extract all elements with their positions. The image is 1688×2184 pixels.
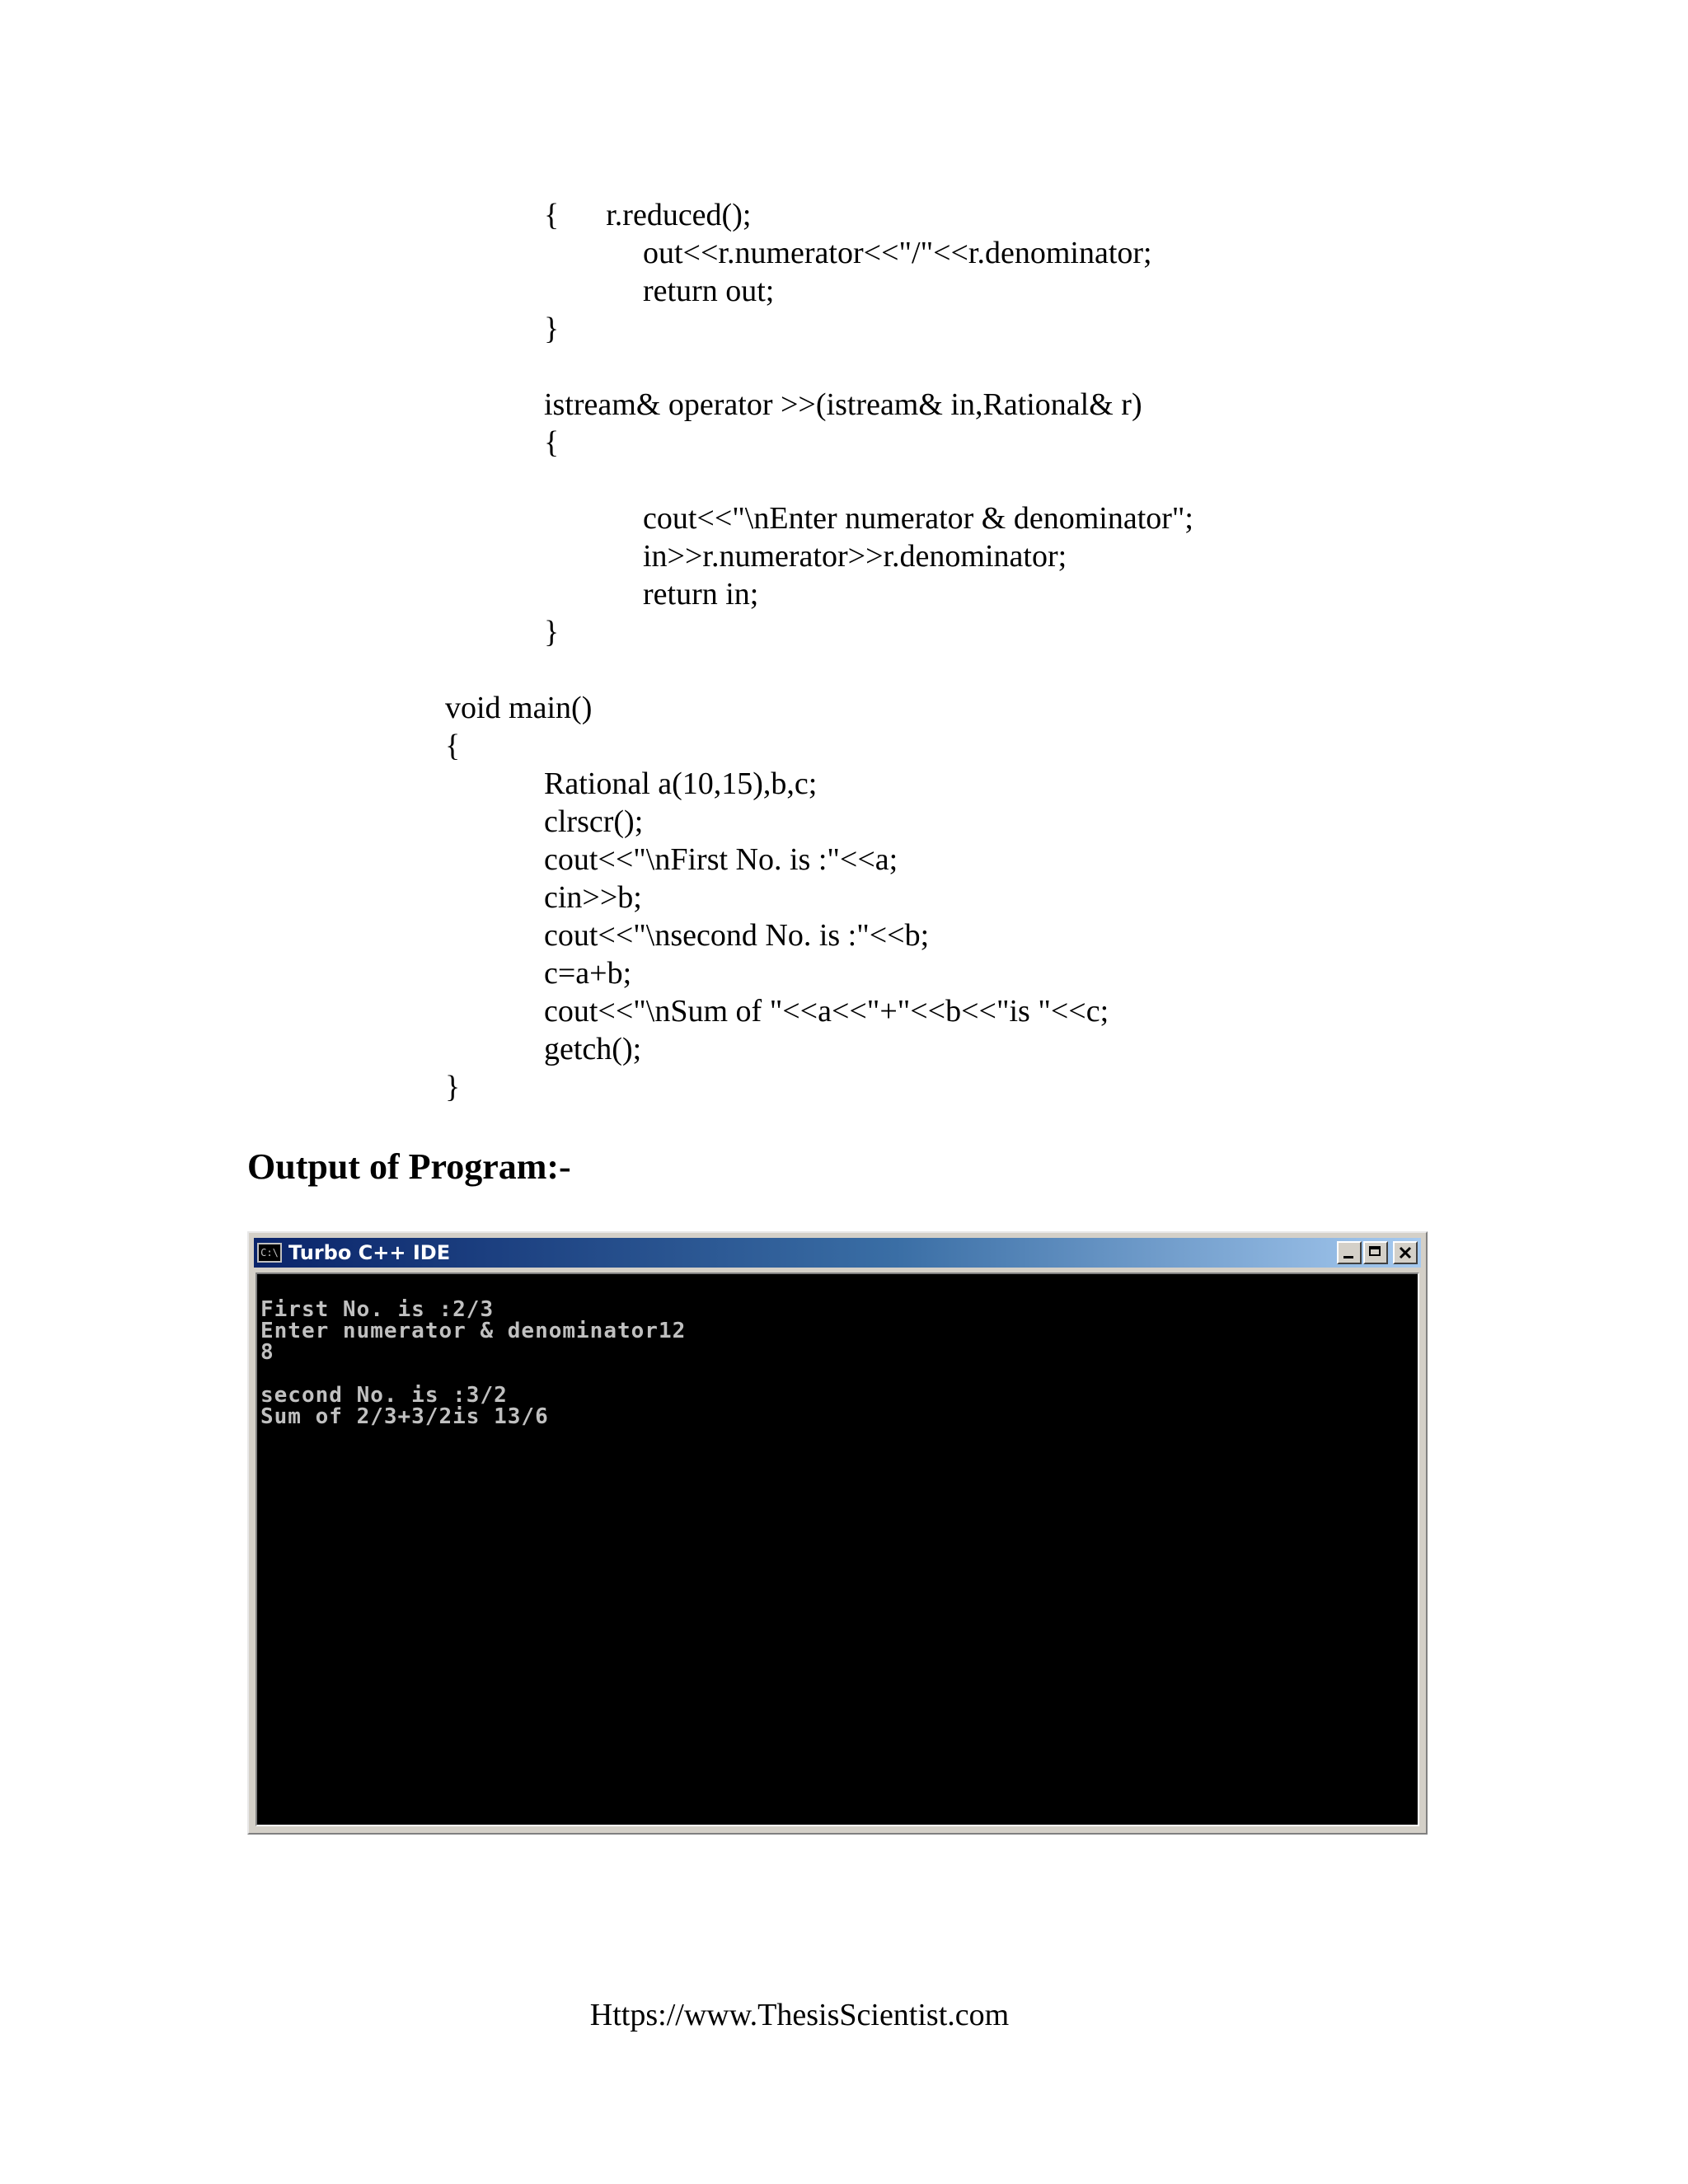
code-line: in>>r.numerator>>r.denominator; <box>643 539 1067 574</box>
footer-url: Https://www.ThesisScientist.com <box>589 1998 1010 2032</box>
console-window <box>247 1231 1428 1835</box>
window-title: Turbo C++ IDE <box>288 1241 451 1264</box>
code-line: clrscr(); <box>544 804 644 839</box>
code-line: } <box>445 1070 461 1104</box>
code-line: cout<<"\nSum of "<<a<<"+"<<b<<"is "<<c; <box>544 994 1109 1029</box>
close-button[interactable] <box>1393 1241 1418 1264</box>
code-line: return out; <box>643 274 775 308</box>
minimize-button[interactable] <box>1337 1241 1362 1264</box>
code-line: { r.reduced(); <box>544 198 752 232</box>
window-controls <box>1337 1241 1418 1264</box>
output-heading: Output of Program:- <box>247 1146 571 1187</box>
code-line: cin>>b; <box>544 880 642 915</box>
code-line: } <box>544 312 560 346</box>
code-line: out<<r.numerator<<"/"<<r.denominator; <box>643 236 1152 270</box>
console-line: second No. is :3/2 <box>260 1383 508 1408</box>
maximize-button[interactable] <box>1363 1241 1388 1264</box>
code-line: cout<<"\nsecond No. is :"<<b; <box>544 918 930 953</box>
console-line: First No. is :2/3 <box>260 1297 495 1322</box>
console-line <box>260 1363 1418 1385</box>
code-line: Rational a(10,15),b,c; <box>544 766 818 801</box>
console-output[interactable] <box>256 1272 1419 1826</box>
close-icon <box>1399 1246 1412 1259</box>
code-line: void main() <box>445 691 593 725</box>
code-line: cout<<"\nFirst No. is :"<<a; <box>544 842 898 877</box>
code-line: return in; <box>643 577 759 612</box>
code-line: { <box>445 729 461 763</box>
console-app-icon[interactable]: C:\ <box>257 1243 282 1263</box>
code-line: getch(); <box>544 1032 642 1066</box>
console-line: Sum of 2/3+3/2is 13/6 <box>260 1404 549 1429</box>
code-line: } <box>544 615 560 649</box>
console-line: Enter numerator & denominator12 <box>260 1319 687 1343</box>
code-line: cout<<"\nEnter numerator & denominator"; <box>643 501 1193 536</box>
code-line: istream& operator >>(istream& in,Rational& r) <box>544 387 1142 422</box>
code-line: { <box>544 425 560 460</box>
code-line: c=a+b; <box>544 956 632 991</box>
window-titlebar[interactable] <box>254 1238 1421 1268</box>
console-line: 8 <box>260 1340 274 1365</box>
